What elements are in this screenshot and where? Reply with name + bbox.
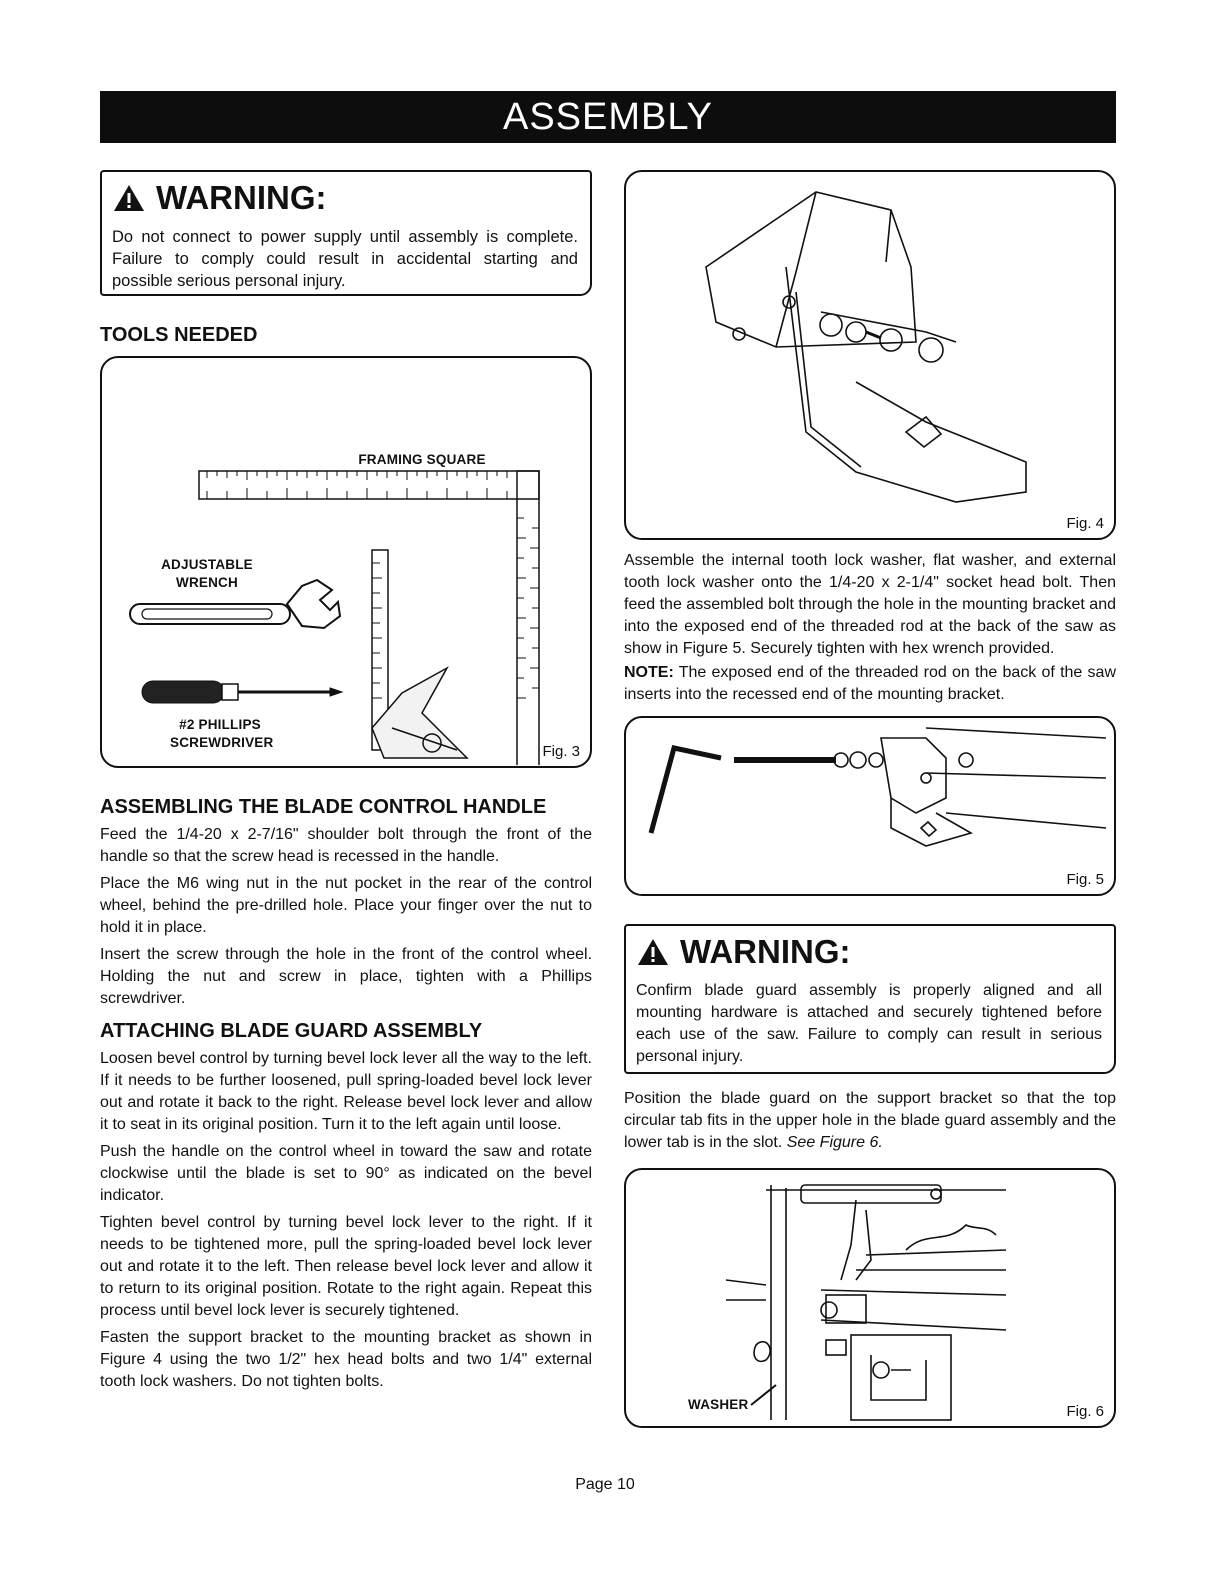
figure-3-label: Fig. 3 — [542, 743, 580, 760]
figure-4 — [624, 170, 1116, 540]
guard-paragraph-4: Fasten the support bracket to the mounting bracket as shown in Figure 4 using the two 1/2" hex head bolts and two 1/4" external tooth lock washers. Do not tighten bolts. — [100, 1329, 592, 1390]
figure-6-label: Fig. 6 — [1066, 1403, 1104, 1420]
left-column — [100, 170, 592, 1398]
figure-5-label: Fig. 5 — [1066, 871, 1104, 888]
position-paragraph — [624, 1088, 1116, 1154]
fig4-note — [624, 662, 1116, 706]
warning-text: Do not connect to power supply until assembly is complete. Failure to comply could result in accidental starting and possible serious personal injury. — [112, 228, 578, 290]
handle-paragraph-2: Place the M6 wing nut in the nut pocket in the rear of the control wheel, behind the pre-drilled hole. Place your finger over the nut to hold it in place. — [100, 875, 592, 936]
figure-6 — [624, 1168, 1116, 1428]
note-text: The exposed end of the threaded rod on the back of the saw inserts into the recessed end of the mounting bracket. — [624, 664, 1116, 703]
handle-section-heading: ASSEMBLING THE BLADE CONTROL HANDLE — [100, 796, 547, 818]
see-figure-6: See Figure 6. — [786, 1134, 883, 1151]
fig4-paragraph: Assemble the internal tooth lock washer, flat washer, and external tooth lock washer onto the 1/4-20 x 2-1/4" socket head bolt. Then feed the assembled bolt through the hole in the mounting bracket and into the exposed end of the threaded rod at the back of the saw as show in Figure 5. Securely tighten with hex wrench provided. — [624, 552, 1116, 657]
warning-title-text-bottom: WARNING: — [680, 933, 851, 970]
guard-paragraph-3: Tighten bevel control by turning bevel lock lever to the right. If it needs to be tightened more, pull the spring-loaded bevel lock lever out and rotate it to the left. Then release bevel lock lever and allow it to return to its original position. Rotate to the right again. Repeat this process until bevel lock lever is securely tightened. — [100, 1214, 592, 1319]
figure-4-label: Fig. 4 — [1066, 515, 1104, 532]
guard-paragraph-2: Push the handle on the control wheel in toward the saw and rotate clockwise until the blade is set to 90° as indicated on the bevel indicator. — [100, 1143, 592, 1204]
warning-box-top — [100, 170, 592, 296]
handle-paragraph-3: Insert the screw through the hole in the front of the control wheel. Holding the nut and screw in place, tighten with a Phillips screwdriver. — [100, 946, 592, 1007]
warning-text-bottom: Confirm blade guard assembly is properly aligned and all mounting hardware is attached and securely tightened before each use of the saw. Failure to comply can result in serious personal injury. — [636, 982, 1102, 1065]
warning-title-bottom — [636, 932, 1102, 972]
blade-guard-illustration — [626, 1170, 1113, 1425]
guard-paragraph-1: Loosen bevel control by turning bevel lock lever all the way to the left. If it needs to be further loosened, pull spring-loaded bevel lock lever out and rotate it back to the right. Release bevel lock lever and allow it to seat in its original position. Turn it to the left again until loose. — [100, 1050, 592, 1133]
warning-box-bottom — [624, 924, 1116, 1074]
guard-section-heading: ATTACHING BLADE GUARD ASSEMBLY — [100, 1020, 483, 1042]
combination-square-icon — [372, 550, 467, 758]
handle-paragraph-1: Feed the 1/4-20 x 2-7/16" shoulder bolt through the front of the handle so that the screw head is recessed in the handle. — [100, 826, 592, 865]
warning-triangle-icon — [112, 183, 146, 213]
tools-heading: TOOLS NEEDED — [100, 324, 258, 346]
phillips-screwdriver-icon — [142, 681, 342, 703]
page-number: Page 10 — [575, 1476, 635, 1493]
section-header: ASSEMBLY — [100, 91, 1116, 143]
warning-triangle-icon — [636, 937, 670, 967]
adjustable-wrench-label: ADJUSTABLE WRENCH — [161, 557, 253, 590]
warning-title-text: WARNING: — [156, 179, 327, 216]
position-text: Position the blade guard on the support bracket so that the top circular tab fits in the upper hole in the blade guard assembly and the lower tab is in the slot. — [624, 1090, 1116, 1151]
hex-wrench-bolt-illustration — [626, 718, 1113, 893]
warning-title — [112, 178, 578, 218]
figure-3 — [100, 356, 592, 768]
framing-square-label: FRAMING SQUARE — [358, 452, 486, 467]
right-column — [624, 170, 1116, 1428]
washer-label: WASHER — [688, 1397, 749, 1412]
figure-5 — [624, 716, 1116, 896]
mounting-bracket-illustration — [626, 172, 1113, 537]
note-label: NOTE: — [624, 664, 674, 681]
phillips-screwdriver-label: #2 PHILLIPS SCREWDRIVER — [170, 717, 274, 750]
